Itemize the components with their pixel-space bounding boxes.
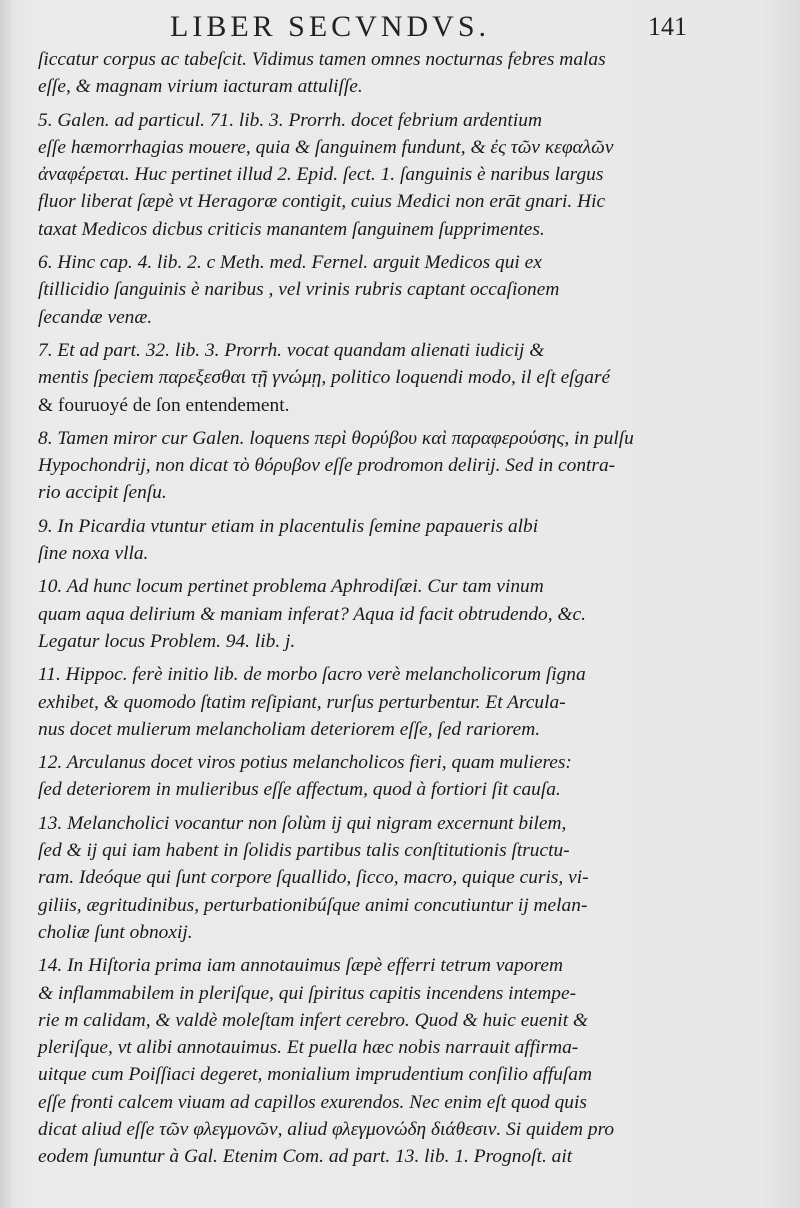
- text-line: pleriſque, vt alibi annotauimus. Et puella hæc nobis narrauit affirma-: [38, 1037, 579, 1059]
- text-line: ſtillicidio ſanguinis è naribus , vel vrinis rubris captant occaſionem: [38, 279, 560, 301]
- text-line: taxat Medicos dicbus criticis manantem ſanguinem ſupprimentes.: [38, 218, 545, 240]
- text-line: 5. Galen. ad particul. 71. lib. 3. Prorrh. docet febrium ardentium: [38, 109, 542, 131]
- paragraph: [38, 337, 738, 419]
- paragraph: [38, 513, 738, 568]
- text-line: giliis, ægritudinibus, perturbationibúſque animi concutiuntur ij melan-: [38, 894, 588, 916]
- paragraph: [38, 425, 738, 507]
- running-title: LIBER SECVNDVS.: [170, 10, 491, 43]
- text-line: ſed deteriorem in mulieribus eſſe affectum, quod à fortiori ſit cauſa.: [38, 779, 561, 801]
- text-line: & inflammabilem in pleriſque, qui ſpiritus capitis incendens intempe-: [38, 982, 577, 1004]
- text-line: dicat aliud eſſe τῶν φλεγμονῶν, aliud φλεγμονώδη διάθεσιν. Si quidem pro: [38, 1118, 615, 1140]
- text-line: 7. Et ad part. 32. lib. 3. Prorrh. vocat quandam alienati iudicij &: [38, 339, 545, 361]
- text-line: 8. Tamen miror cur Galen. loquens περὶ θορύβου καὶ παραφερούσης, in pulſu: [38, 427, 634, 449]
- text-line: rie m calidam, & valdè moleſtam infert cerebro. Quod & huic euenit &: [38, 1009, 589, 1031]
- text-line: Legatur locus Problem. 94. lib. j.: [38, 630, 296, 652]
- text-line: 13. Melancholici vocantur non ſolùm ij qui nigram excernunt bilem,: [38, 812, 567, 834]
- text-line: 14. In Hiſtoria prima iam annotauimus ſæpè efferri tetrum vaporem: [38, 955, 563, 977]
- text-line: quam aqua delirium & maniam inferat? Aqua id facit obtrudendo, &c.: [38, 603, 586, 625]
- paragraph: [38, 249, 738, 331]
- text-line: 9. In Picardia vtuntur etiam in placentulis ſemine papaueris albi: [38, 515, 539, 537]
- paragraph: [38, 573, 738, 655]
- paragraph: [38, 46, 738, 101]
- text-line: & fouruoyé de ſon entendement.: [38, 394, 290, 416]
- text-line: uitque cum Poiſſiaci degeret, monialium imprudentium conſilio affuſam: [38, 1064, 592, 1086]
- text-line: exhibet, & quomodo ſtatim reſipiant, rurſus perturbentur. Et Arcula-: [38, 691, 566, 713]
- paragraph: [38, 810, 738, 946]
- text-line: ἀναφέρεται. Huc pertinet illud 2. Epid. ſect. 1. ſanguinis è naribus largus: [38, 164, 604, 186]
- text-line: eodem ſumuntur à Gal. Etenim Com. ad part. 13. lib. 1. Prognoſt. ait: [38, 1146, 573, 1168]
- text-line: 11. Hippoc. ferè initio lib. de morbo ſacro verè melancholicorum ſigna: [38, 664, 586, 686]
- page-header: [0, 10, 800, 50]
- text-line: ſed & ij qui iam habent in ſolidis partibus talis conſtitutionis ſtructu-: [38, 840, 570, 862]
- folio-number: 141: [648, 12, 687, 41]
- paragraph: [38, 661, 738, 743]
- text-line: ſecandæ venæ.: [38, 306, 153, 328]
- paragraph: [38, 749, 738, 804]
- text-line: ſine noxa vlla.: [38, 543, 149, 565]
- text-line: mentis ſpeciem παρεξεσθαι τῇ γνώμῃ, politico loquendi modo, il eſt eſgaré: [38, 367, 611, 389]
- text-line: 10. Ad hunc locum pertinet problema Aphrodiſæi. Cur tam vinum: [38, 576, 544, 598]
- text-line: ram. Ideóque qui ſunt corpore ſquallido, ſicco, macro, quique curis, vi-: [38, 867, 589, 889]
- text-line: 6. Hinc cap. 4. lib. 2. c Meth. med. Fernel. arguit Medicos qui ex: [38, 252, 542, 274]
- paragraph: [38, 952, 738, 1170]
- text-line: rio accipit ſenſu.: [38, 482, 167, 504]
- text-line: fluor liberat ſæpè vt Heragoræ contigit, cuius Medici non erāt gnari. Hic: [38, 191, 606, 213]
- text-line: nus docet mulierum melancholiam deteriorem eſſe, ſed rariorem.: [38, 718, 541, 740]
- paragraph: [38, 107, 738, 243]
- text-line: ſiccatur corpus ac tabeſcit. Vidimus tamen omnes nocturnas febres malas: [38, 49, 606, 70]
- text-line: eſſe fronti calcem viuam ad capillos exurendos. Nec enim eſt quod quis: [38, 1091, 587, 1113]
- text-line: 12. Arculanus docet viros potius melancholicos fieri, quam mulieres:: [38, 752, 572, 774]
- text-line: eſſe, & magnam virium iacturam attuliſſe.: [38, 76, 363, 98]
- text-line: choliæ ſunt obnoxij.: [38, 921, 193, 943]
- text-line: eſſe hæmorrhagias mouere, quia & ſanguinem fundunt, & ἐς τῶν κεφαλῶν: [38, 136, 614, 158]
- text-line: Hypochondrij, non dicat τὸ θόρυβον eſſe prodromon delirij. Sed in contra-: [38, 455, 616, 477]
- body-text: [38, 46, 738, 1177]
